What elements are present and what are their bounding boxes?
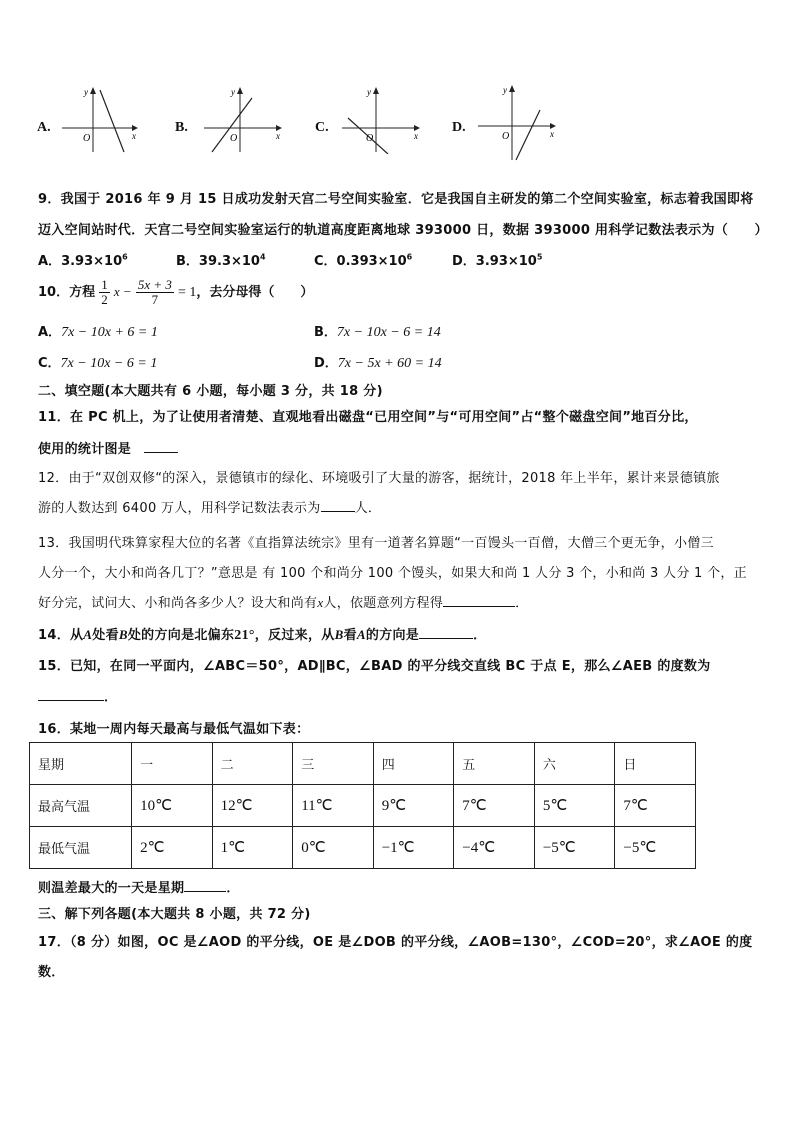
q15-answer-blank bbox=[38, 687, 104, 701]
q17-line1: 17．（8 分）如图，OC 是∠AOD 的平分线，OE 是∠DOB 的平分线，∠AOB=130°，∠COD=20°，求∠AOE 的度 bbox=[38, 935, 753, 950]
table-cell: −4℃ bbox=[454, 827, 535, 869]
graph-line bbox=[100, 90, 124, 152]
q10-stem: 10．方程 $\frac{1}{2}$ x − $\frac{5x + 3}{7}$ = 1，去分母得（ ） bbox=[38, 277, 314, 307]
table-cell: 一 bbox=[132, 743, 213, 785]
table-cell: −1℃ bbox=[373, 827, 454, 869]
q16-after: 则温差最大的一天是星期 ． bbox=[38, 877, 240, 896]
q14-answer-blank bbox=[419, 625, 473, 639]
origin-label: O bbox=[230, 133, 238, 144]
q17-line2: 数． bbox=[38, 965, 65, 980]
y-arrow bbox=[90, 87, 96, 94]
option-a-label: A. bbox=[37, 120, 51, 135]
q13-line1: 13．我国明代珠算家程大位的名著《直指算法统宗》里有一道著名算题“一百馒头一百僧，大僧三个更无争，小僧三 bbox=[38, 536, 714, 551]
option-d-label: D. bbox=[452, 120, 466, 135]
temperature-table bbox=[29, 742, 696, 869]
y-label: y bbox=[503, 85, 507, 95]
section-3-heading: 三、解下列各题(本大题共 8 小题，共 72 分) bbox=[38, 907, 311, 922]
q11-line2: 使用的统计图是 bbox=[38, 438, 178, 457]
y-label: y bbox=[231, 87, 235, 97]
x-label: x bbox=[276, 131, 280, 141]
table-cell: 11℃ bbox=[293, 785, 374, 827]
q13-line3: 好分完，试问大、小和尚各多少人？设大和尚有x人，依题意列方程得 ． bbox=[38, 595, 529, 611]
q9-option-a: A．$3.93\times 10^6$ bbox=[38, 252, 128, 269]
table-cell: −5℃ bbox=[534, 827, 615, 869]
table-cell: 7℃ bbox=[454, 785, 535, 827]
q16-answer-blank bbox=[184, 878, 226, 892]
q10-fraction-2: $\frac{5x + 3}{7}$ bbox=[137, 277, 172, 307]
table-header-row bbox=[30, 743, 696, 785]
table-cell: −5℃ bbox=[615, 827, 696, 869]
table-cell: 星期 bbox=[30, 743, 132, 785]
table-cell: 1℃ bbox=[212, 827, 293, 869]
table-cell: 10℃ bbox=[132, 785, 213, 827]
y-arrow bbox=[237, 87, 243, 94]
x-label: x bbox=[414, 131, 418, 141]
option-c-graph bbox=[338, 84, 424, 154]
q13-answer-blank bbox=[443, 593, 515, 607]
origin-label: O bbox=[83, 133, 91, 144]
q16-title: 16．某地一周内每天最高与最低气温如下表： bbox=[38, 722, 310, 737]
q9-option-b: B．$39.3\times 10^4$ bbox=[176, 252, 266, 269]
x-label: x bbox=[132, 131, 136, 141]
option-b-graph bbox=[200, 84, 286, 154]
q9-line2: 迈入空间站时代．天宫二号空间实验室运行的轨道高度距离地球 393000 日，数据 393000 用科学记数法表示为（ ） bbox=[38, 223, 768, 238]
q12-line2: 游的人数达到 6400 万人，用科学记数法表示为 人． bbox=[38, 497, 381, 516]
q10-option-b: B．7x − 10x − 6 = 14 bbox=[314, 325, 441, 340]
y-arrow bbox=[373, 87, 379, 94]
origin-label: O bbox=[502, 131, 510, 142]
table-row-high bbox=[30, 785, 696, 827]
section-2-heading: 二、填空题(本大题共有 6 小题，每小题 3 分，共 18 分) bbox=[38, 384, 383, 399]
table-cell: 二 bbox=[212, 743, 293, 785]
option-a-graph bbox=[58, 84, 140, 154]
q10-option-a: A．7x − 10x + 6 = 1 bbox=[38, 325, 158, 340]
origin-label: O bbox=[366, 133, 374, 144]
q12-line1: 12．由于“双创双修“的深入，景德镇市的绿化、环境吸引了大量的游客，据统计，2018 年上半年，累计来景德镇旅 bbox=[38, 471, 720, 486]
table-cell: 2℃ bbox=[132, 827, 213, 869]
option-c-label: C. bbox=[315, 120, 329, 135]
table-cell: 五 bbox=[454, 743, 535, 785]
table-cell: 7℃ bbox=[615, 785, 696, 827]
y-arrow bbox=[509, 85, 515, 92]
q9-line1: 9．我国于 2016 年 9 月 15 日成功发射天宫二号空间实验室．它是我国自主研发的第二个空间实验室，标志着我国即将 bbox=[38, 192, 754, 207]
graph-line bbox=[516, 110, 540, 160]
q11-answer-blank bbox=[144, 439, 178, 453]
table-cell: 12℃ bbox=[212, 785, 293, 827]
table-cell: 最高气温 bbox=[30, 785, 132, 827]
q10-fraction-1: $\frac{1}{2}$ bbox=[101, 277, 108, 307]
table-cell: 日 bbox=[615, 743, 696, 785]
q13-line2: 人分一个，大小和尚各几丁？”意思是 有 100 个和尚分 100 个馒头，如果大和尚 1 人分 3 个，小和尚 3 人分 1 个，正 bbox=[38, 566, 747, 581]
table-cell: 三 bbox=[293, 743, 374, 785]
table-cell: 5℃ bbox=[534, 785, 615, 827]
y-label: y bbox=[367, 87, 371, 97]
q15-line2: ． bbox=[38, 686, 117, 705]
q12-answer-blank bbox=[321, 498, 355, 512]
q15-line1: 15．已知，在同一平面内，∠ABC＝50°，AD∥BC，∠BAD 的平分线交直线 BC 于点 E，那么∠AEB 的度数为 bbox=[38, 659, 711, 674]
q11-line1: 11．在 PC 机上，为了让使用者清楚、直观地看出磁盘“已用空间”与“可用空间”占“整个磁盘空间”地百分比， bbox=[38, 410, 698, 425]
x-label: x bbox=[550, 129, 554, 139]
table-cell: 四 bbox=[373, 743, 454, 785]
option-d-graph bbox=[474, 80, 560, 164]
option-b-label: B. bbox=[175, 120, 188, 135]
table-cell: 0℃ bbox=[293, 827, 374, 869]
table-cell: 最低气温 bbox=[30, 827, 132, 869]
q9-option-c: C．$0.393\times 10^6$ bbox=[314, 252, 413, 269]
q9-option-d: D．$3.93\times 10^5$ bbox=[452, 252, 543, 269]
table-cell: 9℃ bbox=[373, 785, 454, 827]
table-cell: 六 bbox=[534, 743, 615, 785]
q10-option-d: D．7x − 5x + 60 = 14 bbox=[314, 356, 442, 371]
q14-line: 14．从A处看B处的方向是北偏东21°，反过来，从B看A的方向是 ． bbox=[38, 627, 487, 643]
table-row-low bbox=[30, 827, 696, 869]
y-label: y bbox=[84, 87, 88, 97]
q10-option-c: C．7x − 10x − 6 = 1 bbox=[38, 356, 158, 371]
